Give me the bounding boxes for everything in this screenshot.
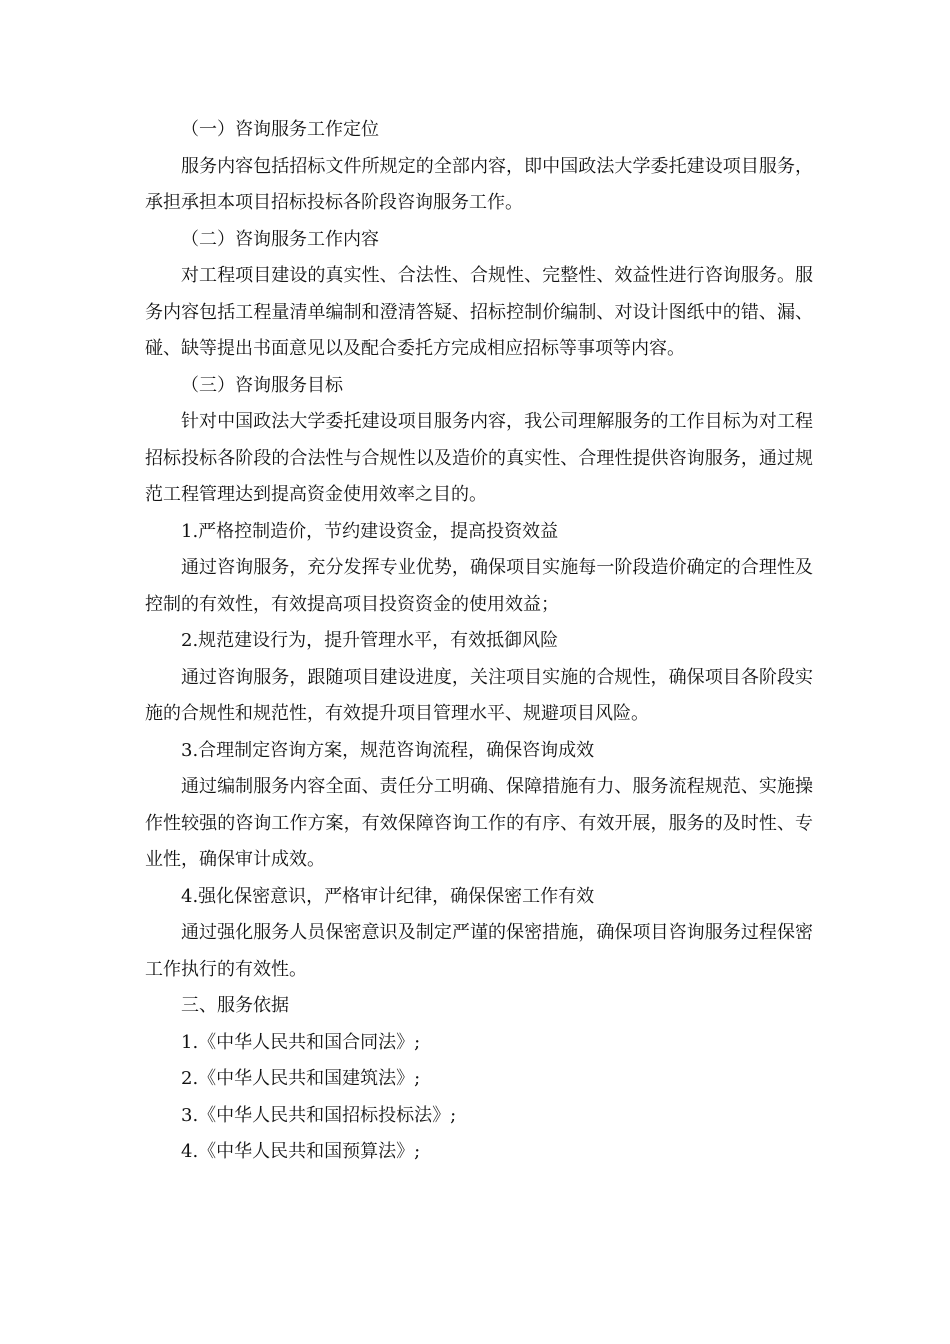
basis-item-4: 4.《中华人民共和国预算法》;: [181, 1141, 421, 1162]
goal-heading-3: 3.合理制定咨询方案，规范咨询流程，确保咨询成效: [181, 739, 595, 761]
section-heading-positioning: （一）咨询服务工作定位: [181, 119, 379, 140]
goal-body-1: 通过咨询服务，充分发挥专业优势，确保项目实施每一阶段造价确定的合理性及控制的有效性，有效提高项目投资资金的使用效益；: [145, 557, 813, 615]
goal-body-2: 通过咨询服务，跟随项目建设进度，关注项目实施的合规性，确保项目各阶段实施的合规性和规范性，有效提升项目管理水平、规避项目风险。: [145, 666, 813, 724]
document-page: [145, 112, 813, 1171]
section-heading-goals: （三）咨询服务目标: [181, 374, 343, 396]
goal-heading-2: 2.规范建设行为，提升管理水平，有效抵御风险: [181, 630, 559, 651]
section-heading-basis: 三、服务依据: [181, 995, 289, 1016]
paragraph-goals-body: 针对中国政法大学委托建设项目服务内容，我公司理解服务的工作目标为对工程招标投标各阶段的合法性与合规性以及造价的真实性、合理性提供咨询服务，通过规范工程管理达到提高资金使用效率之目的。: [145, 411, 813, 505]
basis-item-3: 3.《中华人民共和国招标投标法》;: [181, 1104, 457, 1126]
basis-item-1: 1.《中华人民共和国合同法》;: [181, 1031, 421, 1053]
paragraph-positioning-body: 服务内容包括招标文件所规定的全部内容，即中国政法大学委托建设项目服务，承担承担本项目招标投标各阶段咨询服务工作。: [145, 155, 813, 213]
goal-body-3: 通过编制服务内容全面、责任分工明确、保障措施有力、服务流程规范、实施操作性较强的咨询工作方案，有效保障咨询工作的有序、有效开展，服务的及时性、专业性，确保审计成效。: [145, 776, 813, 870]
paragraph-content-body: 对工程项目建设的真实性、合法性、合规性、完整性、效益性进行咨询服务。服务内容包括工程量清单编制和澄清答疑、招标控制价编制、对设计图纸中的错、漏、碰、缺等提出书面意见以及配合委托方完成相应招标等事项等内容。: [145, 265, 813, 359]
section-heading-content: （二）咨询服务工作内容: [181, 228, 379, 250]
goal-body-4: 通过强化服务人员保密意识及制定严谨的保密措施，确保项目咨询服务过程保密工作执行的有效性。: [145, 922, 813, 980]
basis-item-2: 2.《中华人民共和国建筑法》;: [181, 1068, 421, 1089]
goal-heading-1: 1.严格控制造价，节约建设资金，提高投资效益: [181, 520, 559, 542]
goal-heading-4: 4.强化保密意识，严格审计纪律，确保保密工作有效: [181, 885, 595, 907]
